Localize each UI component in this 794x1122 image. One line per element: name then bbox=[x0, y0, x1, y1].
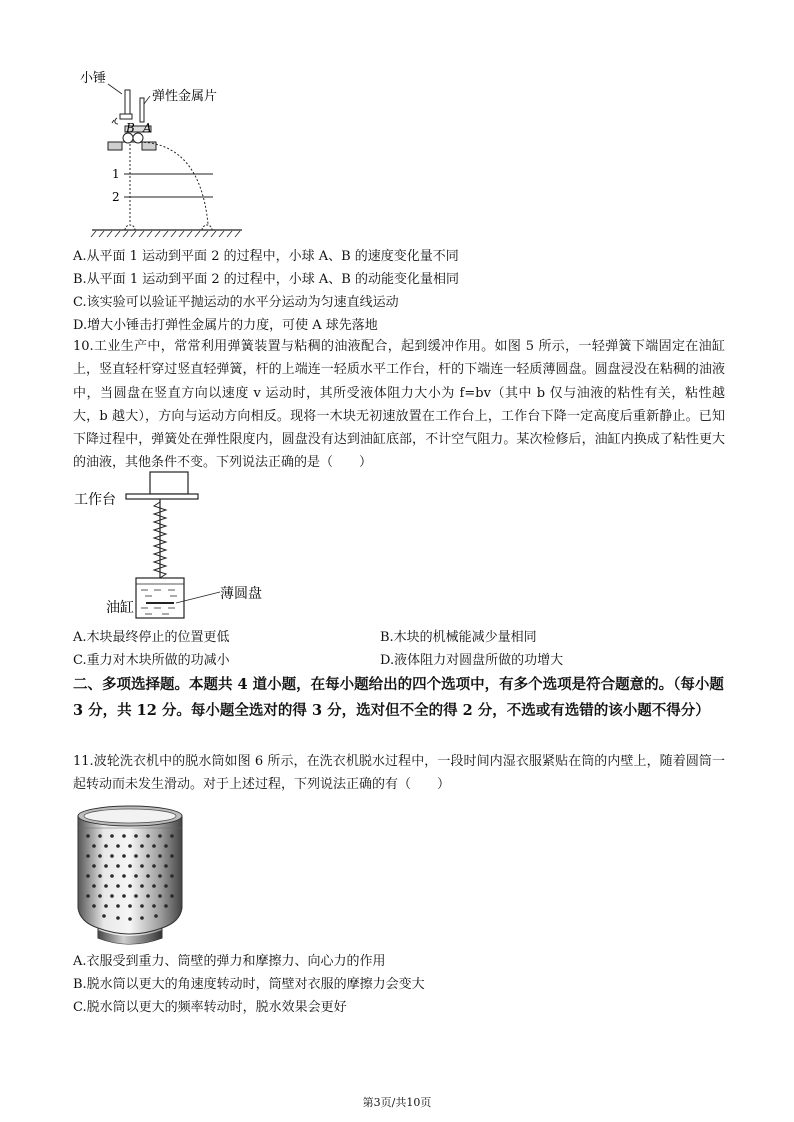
projectile-experiment-figure bbox=[70, 62, 260, 242]
plane-1-label: 1 bbox=[112, 167, 120, 181]
page-number: 第3页/共10页 bbox=[362, 1096, 432, 1109]
q11-option-c: C.脱水筒以更大的频率转动时，脱水效果会更好 bbox=[73, 1000, 347, 1015]
thin-disc-label: 薄圆盘 bbox=[220, 586, 262, 602]
q9-option-c: C.该实验可以验证平抛运动的水平分运动为匀速直线运动 bbox=[73, 295, 399, 310]
ball-a-label: A bbox=[143, 121, 152, 135]
q11-option-a: A.衣服受到重力、筒壁的弹力和摩擦力、向心力的作用 bbox=[73, 954, 386, 969]
spring-damper-figure bbox=[70, 466, 280, 626]
oil-cylinder-label: 油缸 bbox=[106, 600, 134, 616]
q10-option-c: C.重力对木块所做的功减小 bbox=[73, 653, 230, 668]
spin-drum-figure bbox=[70, 800, 190, 950]
q9-option-a: A.从平面 1 运动到平面 2 的过程中，小球 A、B 的速度变化量不同 bbox=[73, 249, 459, 264]
work-table-label: 工作台 bbox=[74, 492, 116, 508]
q10-option-b: B.木块的机械能减少量相同 bbox=[380, 630, 537, 645]
q9-option-d: D.增大小锤击打弹性金属片的力度，可使 A 球先落地 bbox=[73, 318, 378, 333]
q10-stem: 10.工业生产中，常常利用弹簧装置与粘稠的油液配合，起到缓冲作用。如图 5 所示，一轻弹簧下端固定在油缸上，竖直轻杆穿过竖直轻弹簧，杆的上端连一轻质水平工作台，杆的下端连一轻质薄圆盘。圆盘浸没在粘稠的油液中，当圆盘在竖直方向以速度 v 运动时，其所受液体阻力大小为 f=bv（其中 b 仅与油液的粘性有关，粘性越大，b 越大），方向与运动方向相反。现将一木块无初速放置在工作台上，工作台下降一定高度后重新静止。已知下降过程中，弹簧处在弹性限度内，圆盘没有达到油缸底部，不计空气阻力。某次检修后，油缸内换成了粘性更大的油液，其他条件不变。下列说法正确的是（ ） bbox=[73, 339, 725, 471]
section-2-heading: 二、多项选择题。本题共 4 道小题，在每小题给出的四个选项中，有多个选项是符合题意的。（每小题 3 分，共 12 分。每小题全选对的得 3 分，选对但不全的得 2 分，不选或有选错的该小题不得分） bbox=[73, 676, 724, 719]
ball-b-label: B bbox=[126, 121, 135, 135]
hammer-label: 小锤 bbox=[80, 71, 107, 86]
q11-option-b: B.脱水筒以更大的角速度转动时，筒壁对衣服的摩擦力会变大 bbox=[73, 977, 425, 992]
metal-plate-label: 弹性金属片 bbox=[152, 89, 218, 104]
q9-option-b: B.从平面 1 运动到平面 2 的过程中，小球 A、B 的动能变化量相同 bbox=[73, 272, 459, 287]
q10-option-a: A.木块最终停止的位置更低 bbox=[73, 630, 230, 645]
q11-stem: 11.波轮洗衣机中的脱水筒如图 6 所示，在洗衣机脱水过程中，一段时间内湿衣服紧贴在筒的内壁上，随着圆筒一起转动而未发生滑动。对于上述过程，下列说法正确的有（ ） bbox=[73, 754, 725, 793]
q10-option-d: D.液体阻力对圆盘所做的功增大 bbox=[380, 653, 564, 668]
plane-2-label: 2 bbox=[112, 190, 120, 204]
